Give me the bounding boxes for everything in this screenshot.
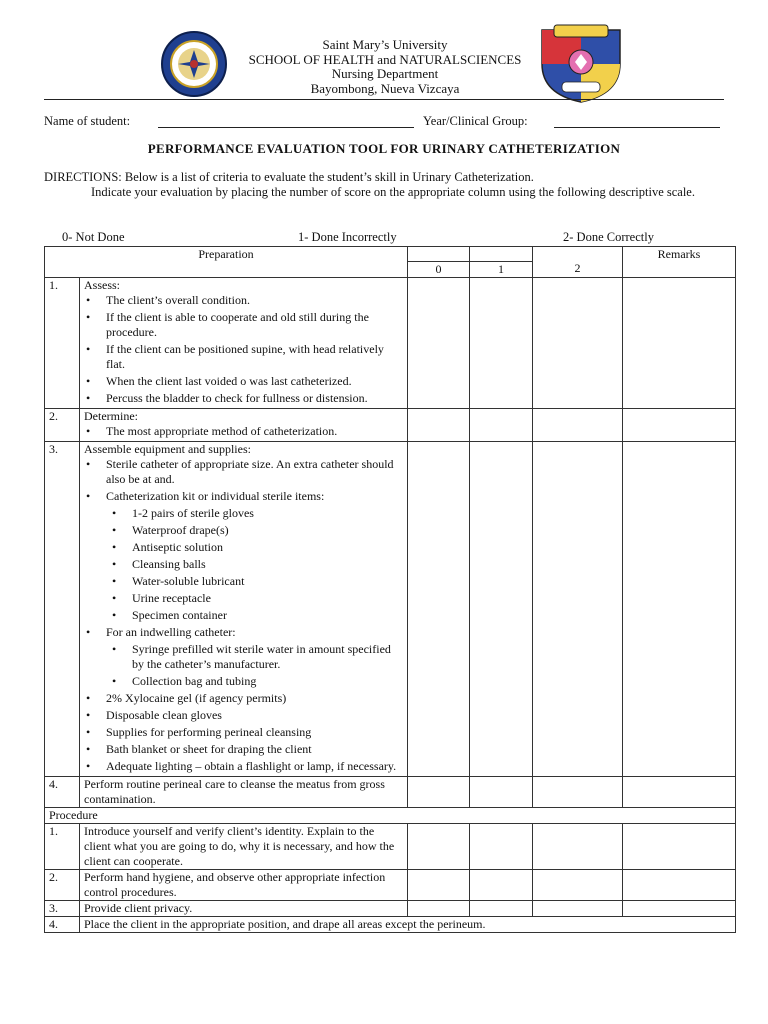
criteria-item: [102, 424, 403, 439]
criteria-text: Catheterization kit or individual sterile items:: [106, 489, 325, 503]
score-1-header: 1: [470, 247, 533, 278]
sub-criteria-item: • Water-soluble lubricant: [128, 574, 403, 589]
preparation-score-2-cell[interactable]: [533, 278, 623, 409]
step-content: [80, 442, 408, 777]
criteria-item: [102, 691, 403, 706]
criteria-text: If the client can be positioned supine, with head relatively flat.: [106, 342, 384, 371]
preparation-remarks-cell[interactable]: [623, 442, 736, 777]
step-number: 3.: [45, 901, 80, 917]
criteria-item: [102, 725, 403, 740]
department-name: Nursing Department: [331, 66, 439, 81]
procedure-remarks-cell[interactable]: [623, 870, 736, 901]
university-name: Saint Mary’s University: [322, 37, 448, 52]
procedure-score-1-cell[interactable]: [470, 870, 533, 901]
step-number: 1.: [45, 278, 80, 409]
preparation-score-1-cell[interactable]: [470, 409, 533, 442]
procedure-remarks-cell[interactable]: [623, 901, 736, 917]
criteria-text: Percuss the bladder to check for fullness or distension.: [106, 391, 368, 405]
sub-criteria-item: • Waterproof drape(s): [128, 523, 403, 538]
step-content: [80, 409, 408, 442]
preparation-score-2-cell[interactable]: [533, 409, 623, 442]
criteria-list: [84, 293, 403, 406]
criteria-text: For an indwelling catheter:: [106, 625, 236, 639]
group-label: Year/Clinical Group:: [423, 114, 528, 128]
table-header-row: [45, 247, 736, 278]
procedure-remarks-cell[interactable]: [623, 824, 736, 870]
score-2-header: 2: [533, 247, 623, 278]
criteria-text: Sterile catheter of appropriate size. An extra catheter should also be at and.: [106, 457, 394, 486]
nursing-crest-icon: [536, 24, 626, 104]
document-title: PERFORMANCE EVALUATION TOOL FOR URINARY CATHETERIZATION: [147, 141, 621, 156]
procedure-header-row: [45, 808, 736, 824]
criteria-text: 2% Xylocaine gel (if agency permits): [106, 691, 287, 705]
step-content: [80, 777, 408, 808]
preparation-row: [45, 442, 736, 777]
step-number: 1.: [45, 824, 80, 870]
sub-criteria-list: [106, 642, 403, 689]
criteria-text: Disposable clean gloves: [106, 708, 222, 722]
procedure-header: Procedure: [45, 808, 736, 824]
procedure-score-2-cell[interactable]: [533, 901, 623, 917]
criteria-item: [102, 310, 403, 340]
procedure-score-0-cell[interactable]: [408, 901, 470, 917]
step-title: Assemble equipment and supplies:: [84, 442, 251, 456]
step-number: 4.: [45, 777, 80, 808]
criteria-item: [102, 759, 403, 774]
scale-done-incorrectly: 1- Done Incorrectly: [298, 230, 397, 244]
preparation-score-2-cell[interactable]: [533, 442, 623, 777]
preparation-header: Preparation: [45, 247, 408, 278]
name-label: Name of student:: [44, 114, 131, 128]
preparation-remarks-cell[interactable]: [623, 777, 736, 808]
criteria-item: [102, 374, 403, 389]
preparation-remarks-cell[interactable]: [623, 409, 736, 442]
preparation-row: [45, 278, 736, 409]
criteria-item: [102, 742, 403, 757]
preparation-score-1-cell[interactable]: [470, 442, 533, 777]
score-0-header: 0: [408, 247, 470, 278]
preparation-row: [45, 409, 736, 442]
preparation-remarks-cell[interactable]: [623, 278, 736, 409]
procedure-score-1-cell[interactable]: [470, 901, 533, 917]
step-content: Provide client privacy.: [80, 901, 408, 917]
criteria-text: Adequate lighting – obtain a flashlight or lamp, if necessary.: [106, 759, 397, 773]
step-number: 3.: [45, 442, 80, 777]
procedure-score-2-cell[interactable]: [533, 824, 623, 870]
preparation-score-2-cell[interactable]: [533, 777, 623, 808]
step-content: [80, 278, 408, 409]
criteria-text: The client’s overall condition.: [106, 293, 250, 307]
step-title: Determine:: [84, 409, 138, 423]
procedure-score-2-cell[interactable]: [533, 870, 623, 901]
location: Bayombong, Nueva Vizcaya: [310, 80, 460, 96]
procedure-score-1-cell[interactable]: [470, 824, 533, 870]
sub-criteria-item: • 1-2 pairs of sterile gloves: [128, 506, 403, 521]
criteria-item: [102, 708, 403, 723]
step-content: Introduce yourself and verify client’s identity. Explain to the client what you are going to do, why it is necessary, and how the client can cooperate.: [80, 824, 408, 870]
preparation-score-1-cell[interactable]: [470, 777, 533, 808]
step-number: 4.: [45, 917, 80, 933]
step-content: Perform hand hygiene, and observe other appropriate infection control procedures.: [80, 870, 408, 901]
criteria-item: [102, 625, 403, 689]
school-name: SCHOOL OF HEALTH and NATURALSCIENCES: [248, 51, 522, 67]
group-field[interactable]: [554, 127, 720, 128]
sub-criteria-item: • Antiseptic solution: [128, 540, 403, 555]
header-rule: [44, 99, 724, 100]
criteria-item: [102, 489, 403, 623]
criteria-text: When the client last voided o was last catheterized.: [106, 374, 352, 388]
procedure-score-0-cell[interactable]: [408, 870, 470, 901]
criteria-text: Bath blanket or sheet for draping the client: [106, 742, 312, 756]
evaluation-table: [44, 246, 736, 933]
name-field[interactable]: [158, 127, 414, 128]
sub-criteria-item: • Urine receptacle: [128, 591, 403, 606]
remarks-header: Remarks: [623, 247, 736, 278]
criteria-item: [102, 342, 403, 372]
scale-not-done: 0- Not Done: [62, 230, 125, 244]
procedure-score-0-cell[interactable]: [408, 824, 470, 870]
sub-criteria-item: • Cleansing balls: [128, 557, 403, 572]
directions-line-1: DIRECTIONS: Below is a list of criteria to evaluate the student’s skill in Urinary Catheterization.: [44, 170, 534, 184]
sub-criteria-item: • Syringe prefilled wit sterile water in amount specified by the catheter’s manufacturer.: [128, 642, 403, 672]
step-content: Place the client in the appropriate position, and drape all areas except the perineum.: [80, 917, 736, 933]
preparation-score-1-cell[interactable]: [470, 278, 533, 409]
procedure-row: [45, 901, 736, 917]
criteria-item: [102, 293, 403, 308]
criteria-text: If the client is able to cooperate and old still during the procedure.: [106, 310, 369, 339]
sub-criteria-item: • Specimen container: [128, 608, 403, 623]
sub-criteria-item: • Collection bag and tubing: [128, 674, 403, 689]
procedure-row: [45, 917, 736, 933]
criteria-item: [102, 457, 403, 487]
criteria-item: [102, 391, 403, 406]
procedure-row: [45, 824, 736, 870]
scale-done-correctly: 2- Done Correctly: [563, 230, 654, 244]
step-title: Assess:: [84, 278, 121, 292]
preparation-score-0-cell[interactable]: [408, 278, 470, 409]
preparation-score-0-cell[interactable]: [408, 442, 470, 777]
student-info-row: [44, 114, 724, 132]
document-header: [0, 0, 768, 100]
procedure-row: [45, 870, 736, 901]
step-number: 2.: [45, 870, 80, 901]
sub-criteria-list: [106, 506, 403, 623]
directions: [44, 170, 734, 200]
preparation-row: [45, 777, 736, 808]
preparation-score-0-cell[interactable]: [408, 777, 470, 808]
criteria-text: Supplies for performing perineal cleansing: [106, 725, 312, 739]
directions-line-2: Indicate your evaluation by placing the number of score on the appropriate column using the following descriptive scale.: [91, 185, 695, 199]
preparation-score-0-cell[interactable]: [408, 409, 470, 442]
header-text: [210, 38, 560, 96]
step-title: Perform routine perineal care to cleanse the meatus from gross contamination.: [84, 777, 385, 806]
criteria-text: The most appropriate method of catheterization.: [106, 424, 338, 438]
criteria-list: [84, 424, 403, 439]
criteria-list: [84, 457, 403, 774]
step-number: 2.: [45, 409, 80, 442]
